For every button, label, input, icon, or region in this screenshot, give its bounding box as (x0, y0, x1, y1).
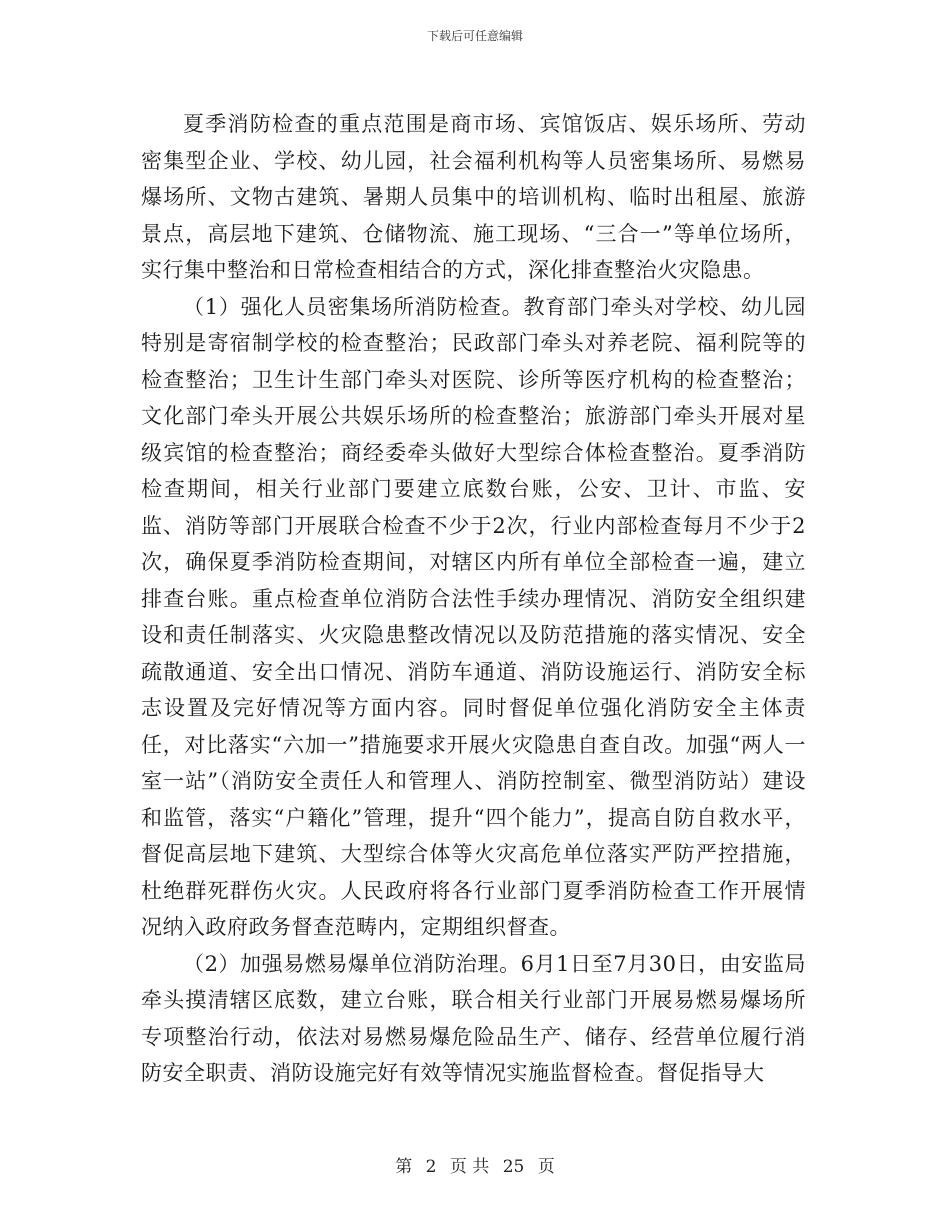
page-footer (0, 1152, 950, 1177)
footer-total-pages: 25 (502, 1157, 525, 1177)
footer-prefix: 第 (395, 1157, 413, 1177)
paragraph-crowded-places: （1）强化人员密集场所消防检查。教育部门牵头对学校、幼儿园特别是寄宿制学校的检查整治；民政部门牵头对养老院、福利院等的检查整治；卫生计生部门牵头对医院、诊所等医疗机构的检查整治；文化部门牵头开展公共娱乐场所的检查整治；旅游部门牵头开展对星级宾馆的检查整治；商经委牵头做好大型综合体检查整治。夏季消防检查期间，相关行业部门要建立底数台账，公安、卫计、市监、安监、消防等部门开展联合检查不少于2次，行业内部检查每月不少于2次，确保夏季消防检查期间，对辖区内所有单位全部检查一遍，建立排查台账。重点检查单位消防合法性手续办理情况、消防安全组织建设和责任制落实、火灾隐患整改情况以及防范措施的落实情况、安全疏散通道、安全出口情况、消防车通道、消防设施运行、消防安全标志设置及完好情况等方面内容。同时督促单位强化消防安全主体责任，对比落实“六加一”措施要求开展火灾隐患自查自改。加强“两人一室一站”（消防安全责任人和管理人、消防控制室、微型消防站）建设和监管，落实“户籍化”管理，提升“四个能力”，提高自防自救水平，督促高层地下建筑、大型综合体等火灾高危单位落实严防严控措施，杜绝群死群伤火灾。人民政府将各行业部门夏季消防检查工作开展情况纳入政府政务督查范畴内，定期组织督查。 (141, 294, 806, 939)
paragraph-flammable-units: （2）加强易燃易爆单位消防治理。6月1日至7月30日，由安监局牵头摸清辖区底数，建立台账，联合相关行业部门开展易燃易爆场所专项整治行动，依法对易燃易爆危险品生产、储存、经营单位履行消防安全职责、消防设施完好有效等情况实施监督检查。督促指导大 (141, 951, 806, 1085)
paragraph-scope: 夏季消防检查的重点范围是商市场、宾馆饭店、娱乐场所、劳动密集型企业、学校、幼儿园，社会福利机构等人员密集场所、易燃易爆场所、文物古建筑、暑期人员集中的培训机构、临时出租屋、旅游景点，高层地下建筑、仓储物流、施工现场、“三合一”等单位场所，实行集中整治和日常检查相结合的方式，深化排查整治火灾隐患。 (141, 112, 806, 282)
page-header-note: 下载后可任意编辑 (426, 29, 523, 43)
footer-suffix: 页 (537, 1157, 555, 1177)
footer-middle: 页 共 (449, 1157, 490, 1177)
document-body (141, 106, 806, 1092)
footer-current-page: 2 (425, 1157, 437, 1177)
